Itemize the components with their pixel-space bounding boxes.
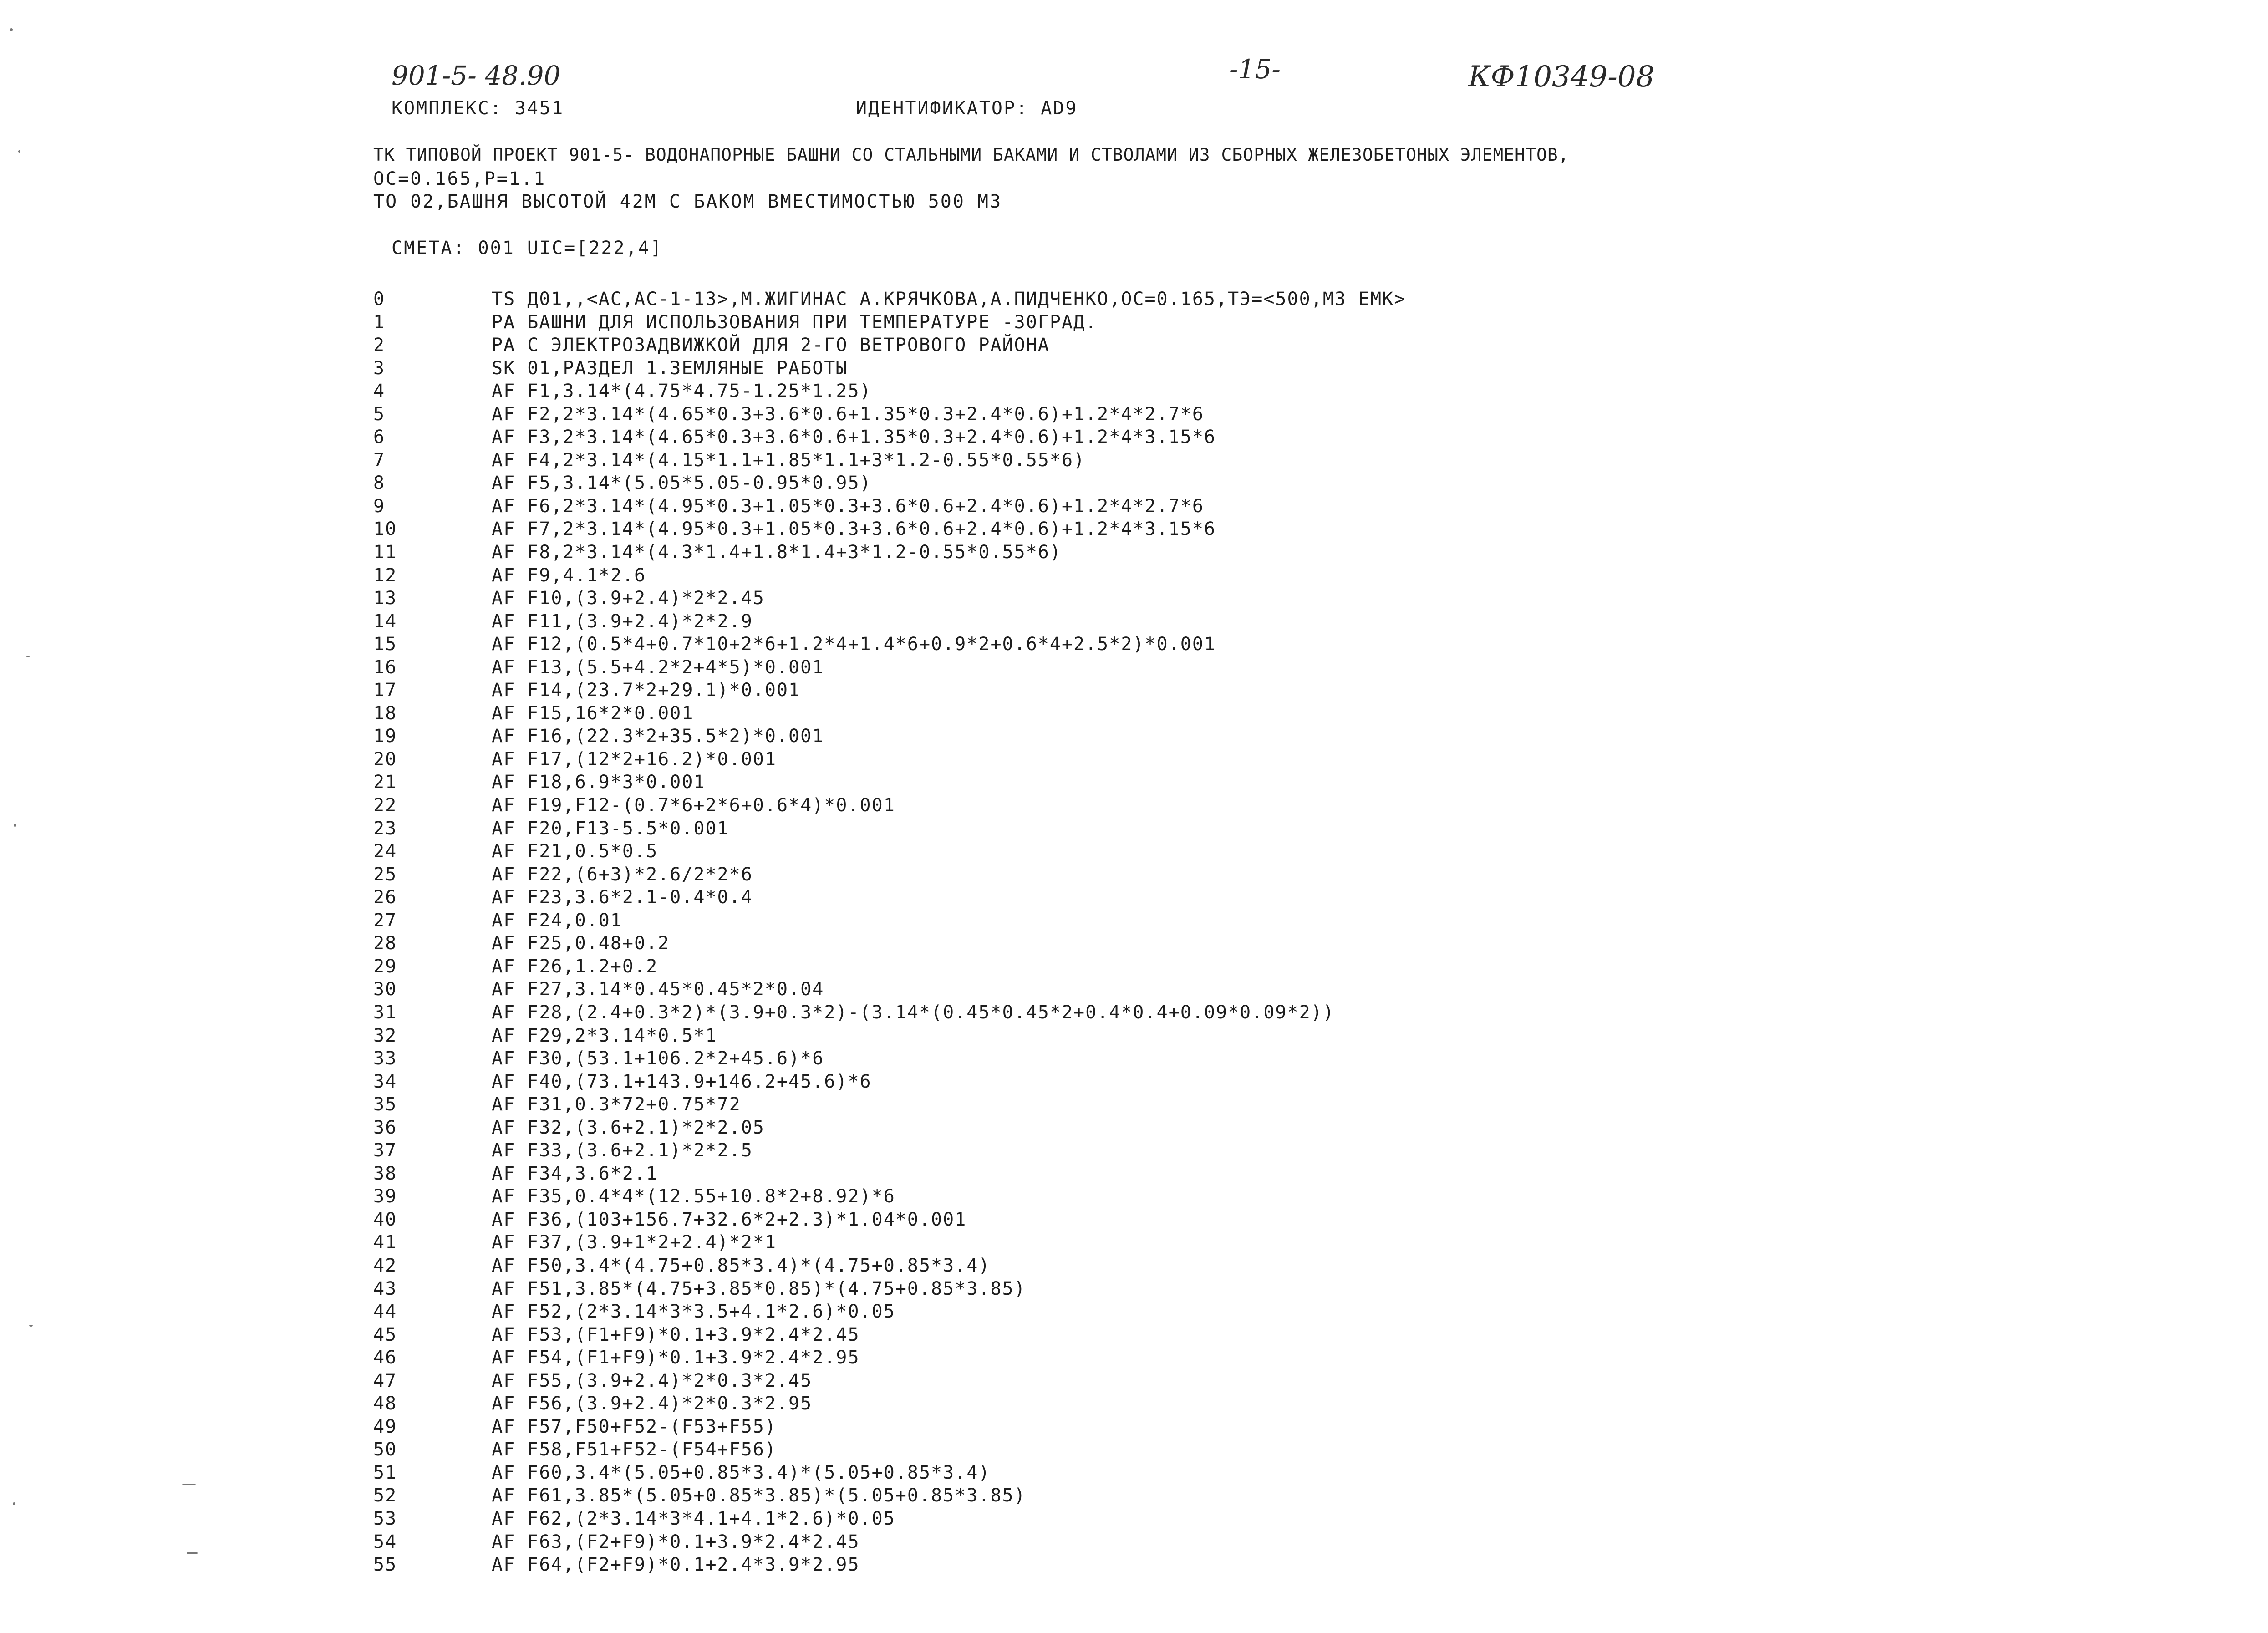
line-code: AF F16,(22.3*2+35.5*2)*0.001 [492,726,824,747]
line-code: AF F4,2*3.14*(4.15*1.1+1.85*1.1+3*1.2-0.55*0.55*6) [492,449,1086,471]
line-number: 1 [373,311,386,333]
line-number: 36 [373,1117,397,1138]
line-number: 52 [373,1485,397,1506]
line-code: AF F18,6.9*3*0.001 [492,772,706,793]
line-code: AF F53,(F1+F9)*0.1+3.9*2.4*2.45 [492,1324,860,1345]
line-code: AF F37,(3.9+1*2+2.4)*2*1 [492,1232,777,1253]
line-code: AF F34,3.6*2.1 [492,1163,658,1184]
line-code: AF F32,(3.6+2.1)*2*2.05 [492,1117,765,1138]
line-number: 34 [373,1071,397,1092]
line-code: AF F23,3.6*2.1-0.4*0.4 [492,887,753,908]
complex-label: КОМПЛЕКС: 3451 [392,98,564,119]
line-number: 53 [373,1508,397,1529]
line-number: 54 [373,1531,397,1552]
line-number: 10 [373,519,397,540]
line-code: AF F14,(23.7*2+29.1)*0.001 [492,680,801,701]
scan-speck [18,150,20,153]
line-number: 37 [373,1140,397,1161]
line-number: 51 [373,1462,397,1483]
line-number: 38 [373,1163,397,1184]
title-line-3: ТО 02,БАШНЯ ВЫСОТОЙ 42М С БАКОМ ВМЕСТИМОСТЬЮ 500 М3 [373,191,1002,212]
line-number: 28 [373,933,397,954]
scan-speck [187,1552,198,1554]
line-number: 29 [373,956,397,977]
line-code: AF F6,2*3.14*(4.95*0.3+1.05*0.3+3.6*0.6+2.4*0.6)+1.2*4*2.7*6 [492,495,1204,517]
line-number: 32 [373,1025,397,1046]
line-code: AF F54,(F1+F9)*0.1+3.9*2.4*2.95 [492,1347,860,1368]
estimate-label: СМЕТА: 001 UIC=[222,4] [392,238,663,259]
line-code: AF F58,F51+F52-(F54+F56) [492,1439,777,1460]
line-code: TS Д01,,<AC,AC-1-13>,М.ЖИГИНАС А.КРЯЧКОВА,А.ПИДЧЕНКО,ОС=0.165,ТЭ=<500,М3 ЕМК> [492,289,1406,310]
line-number: 48 [373,1393,397,1414]
line-code: РА БАШНИ ДЛЯ ИСПОЛЬЗОВАНИЯ ПРИ ТЕМПЕРАТУРЕ -30ГРАД. [492,311,1098,333]
line-number: 0 [373,289,386,310]
line-number: 6 [373,427,386,448]
handwritten-doc-code: 901-5- 48.90 [392,60,561,91]
line-number: 55 [373,1554,397,1576]
line-number: 14 [373,610,397,632]
line-number: 5 [373,403,386,425]
line-code: AF F27,3.14*0.45*0.45*2*0.04 [492,979,824,1000]
line-code: AF F35,0.4*4*(12.55+10.8*2+8.92)*6 [492,1186,895,1207]
line-code: AF F5,3.14*(5.05*5.05-0.95*0.95) [492,473,872,494]
line-code: AF F64,(F2+F9)*0.1+2.4*3.9*2.95 [492,1554,860,1576]
line-code: AF F61,3.85*(5.05+0.85*3.85)*(5.05+0.85*3.85) [492,1485,1026,1506]
line-code: AF F10,(3.9+2.4)*2*2.45 [492,588,765,609]
line-code: AF F51,3.85*(4.75+3.85*0.85)*(4.75+0.85*3.85) [492,1278,1026,1299]
handwritten-catalog-number: КФ10349-08 [1468,60,1655,94]
line-code: SK 01,РАЗДЕЛ 1.ЗЕМЛЯНЫЕ РАБОТЫ [492,357,848,379]
line-code: AF F24,0.01 [492,910,622,931]
line-number: 3 [373,357,386,379]
line-code: AF F36,(103+156.7+32.6*2+2.3)*1.04*0.001 [492,1209,967,1230]
line-number: 26 [373,887,397,908]
line-code: AF F15,16*2*0.001 [492,702,694,724]
line-number: 20 [373,748,397,770]
line-code: AF F3,2*3.14*(4.65*0.3+3.6*0.6+1.35*0.3+2.4*0.6)+1.2*4*3.15*6 [492,427,1216,448]
line-code: AF F19,F12-(0.7*6+2*6+0.6*4)*0.001 [492,795,895,816]
line-number: 23 [373,818,397,839]
line-code: AF F17,(12*2+16.2)*0.001 [492,748,777,770]
line-number: 41 [373,1232,397,1253]
line-code: AF F29,2*3.14*0.5*1 [492,1025,717,1046]
line-number: 22 [373,795,397,816]
title-line-1: ТК ТИПОВОЙ ПРОЕКТ 901-5- ВОДОНАПОРНЫЕ БАШНИ СО СТАЛЬНЫМИ БАКАМИ И СТВОЛАМИ ИЗ СБОРНЫХ ЖЕЛЕЗОБЕТОНЫХ ЭЛЕМЕНТОВ, [373,145,1569,165]
line-number: 9 [373,495,386,517]
line-number: 13 [373,588,397,609]
line-number: 11 [373,542,397,563]
scan-speck [13,1502,15,1505]
line-code: AF F22,(6+3)*2.6/2*2*6 [492,864,753,885]
line-code: AF F30,(53.1+106.2*2+45.6)*6 [492,1048,824,1069]
identifier-label: ИДЕНТИФИКАТОР: AD9 [856,98,1078,119]
line-number: 30 [373,979,397,1000]
line-number: 16 [373,656,397,678]
line-code: AF F20,F13-5.5*0.001 [492,818,729,839]
line-code: AF F40,(73.1+143.9+146.2+45.6)*6 [492,1071,872,1092]
line-number: 40 [373,1209,397,1230]
line-code: AF F62,(2*3.14*3*4.1+4.1*2.6)*0.05 [492,1508,895,1529]
line-number: 17 [373,680,397,701]
scan-speck [10,28,13,31]
line-number: 45 [373,1324,397,1345]
handwritten-page-number: -15- [1229,54,1281,85]
line-number: 50 [373,1439,397,1460]
line-number: 18 [373,702,397,724]
line-code: AF F60,3.4*(5.05+0.85*3.4)*(5.05+0.85*3.4) [492,1462,991,1483]
line-code: AF F12,(0.5*4+0.7*10+2*6+1.2*4+1.4*6+0.9*2+0.6*4+2.5*2)*0.001 [492,634,1216,655]
scan-speck [182,1484,196,1485]
line-code: AF F33,(3.6+2.1)*2*2.5 [492,1140,753,1161]
line-number: 2 [373,335,386,356]
line-code: AF F26,1.2+0.2 [492,956,658,977]
line-number: 33 [373,1048,397,1069]
line-number: 4 [373,381,386,402]
line-number: 31 [373,1002,397,1023]
line-number: 21 [373,772,397,793]
scan-speck [29,1325,33,1327]
line-number: 42 [373,1255,397,1276]
line-number: 44 [373,1301,397,1323]
line-number: 46 [373,1347,397,1368]
line-code: AF F7,2*3.14*(4.95*0.3+1.05*0.3+3.6*0.6+2.4*0.6)+1.2*4*3.15*6 [492,519,1216,540]
line-number: 49 [373,1416,397,1437]
line-number: 43 [373,1278,397,1299]
line-code: AF F63,(F2+F9)*0.1+3.9*2.4*2.45 [492,1531,860,1552]
line-number: 35 [373,1094,397,1115]
line-code: AF F11,(3.9+2.4)*2*2.9 [492,610,753,632]
line-number: 24 [373,841,397,862]
line-code: AF F57,F50+F52-(F53+F55) [492,1416,777,1437]
line-code: AF F52,(2*3.14*3*3.5+4.1*2.6)*0.05 [492,1301,895,1323]
line-code: РА С ЭЛЕКТРОЗАДВИЖКОЙ ДЛЯ 2-ГО ВЕТРОВОГО РАЙОНА [492,335,1050,356]
line-code: AF F9,4.1*2.6 [492,565,646,586]
line-code: AF F1,3.14*(4.75*4.75-1.25*1.25) [492,381,872,402]
line-code: AF F31,0.3*72+0.75*72 [492,1094,741,1115]
line-code: AF F56,(3.9+2.4)*2*0.3*2.95 [492,1393,813,1414]
line-number: 12 [373,565,397,586]
line-number: 47 [373,1370,397,1391]
scan-speck [26,656,30,657]
scan-speck [14,824,16,827]
line-number: 7 [373,449,386,471]
line-number: 15 [373,634,397,655]
line-code: AF F55,(3.9+2.4)*2*0.3*2.45 [492,1370,813,1391]
title-line-2: ОС=0.165,Р=1.1 [373,168,546,189]
line-number: 8 [373,473,386,494]
line-code: AF F25,0.48+0.2 [492,933,670,954]
line-code: AF F28,(2.4+0.3*2)*(3.9+0.3*2)-(3.14*(0.45*0.45*2+0.4*0.4+0.09*0.09*2)) [492,1002,1335,1023]
line-number: 27 [373,910,397,931]
line-number: 25 [373,864,397,885]
line-code: AF F2,2*3.14*(4.65*0.3+3.6*0.6+1.35*0.3+2.4*0.6)+1.2*4*2.7*6 [492,403,1204,425]
line-number: 19 [373,726,397,747]
line-code: AF F21,0.5*0.5 [492,841,658,862]
line-code: AF F8,2*3.14*(4.3*1.4+1.8*1.4+3*1.2-0.55*0.55*6) [492,542,1062,563]
line-number: 39 [373,1186,397,1207]
line-code: AF F50,3.4*(4.75+0.85*3.4)*(4.75+0.85*3.4) [492,1255,991,1276]
line-code: AF F13,(5.5+4.2*2+4*5)*0.001 [492,656,824,678]
